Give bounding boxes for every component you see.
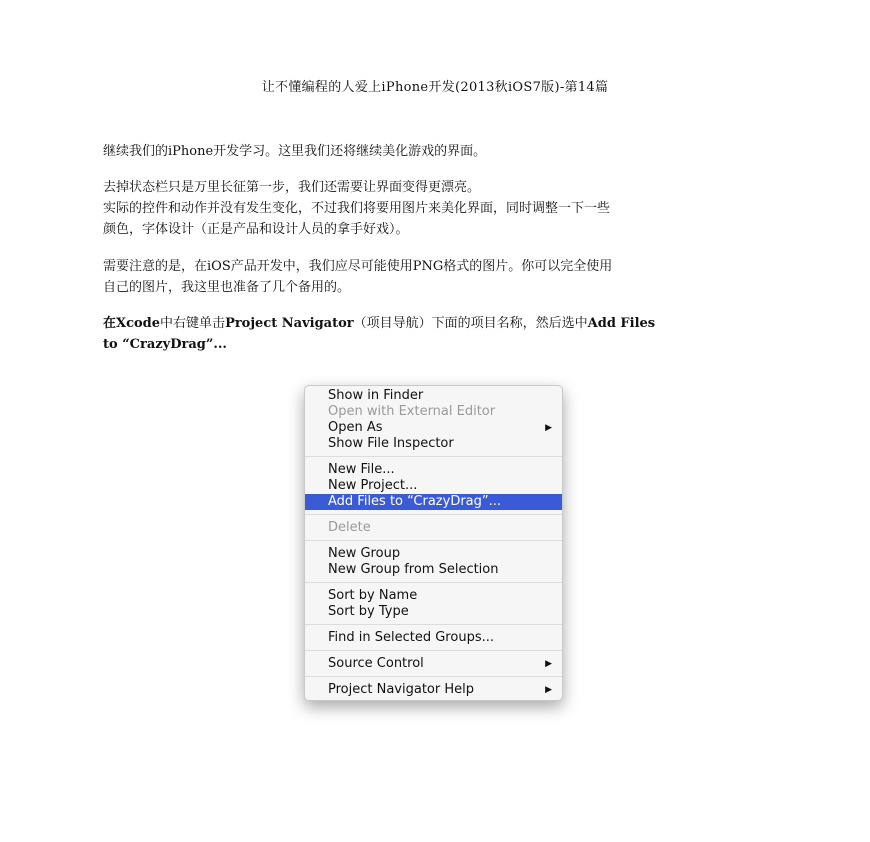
menu-item-sort-by-type[interactable] — [305, 604, 562, 620]
menu-item-label: Open with External Editor — [328, 404, 496, 419]
document-title: 让不懂编程的人爱上iPhone开发(2013秋iOS7版)-第14篇 — [261, 80, 609, 95]
text-segment: （项目导航）下面的项目名称，然后选中 — [353, 316, 588, 331]
menu-separator — [305, 582, 562, 583]
menu-item-label: New Group — [328, 546, 401, 561]
menu-item-delete — [305, 520, 562, 536]
text-segment: 在Xcode — [103, 316, 161, 331]
menu-item-find-in-selected-groups[interactable] — [305, 630, 562, 646]
menu-item-label: Find in Selected Groups... — [328, 630, 494, 645]
menu-item-label: Project Navigator Help — [328, 682, 474, 697]
text-segment: Add Files — [587, 316, 656, 331]
paragraph-line: 自己的图片，我这里也准备了几个备用的。 — [103, 280, 351, 295]
menu-item-label: Delete — [328, 520, 371, 535]
menu-item-label: New Group from Selection — [328, 562, 499, 577]
menu-item-show-file-inspector[interactable] — [305, 436, 562, 452]
menu-item-label: New Project... — [328, 478, 418, 493]
menu-item-source-control[interactable] — [305, 656, 562, 672]
menu-item-label: Add Files to “CrazyDrag”... — [328, 494, 502, 509]
menu-item-label: Sort by Type — [328, 604, 409, 619]
menu-item-label: New File... — [328, 462, 395, 477]
menu-item-label: Sort by Name — [328, 588, 418, 603]
menu-separator — [305, 676, 562, 677]
menu-item-project-navigator-help[interactable] — [305, 682, 562, 698]
paragraph-2 — [103, 177, 775, 240]
context-menu — [304, 385, 563, 701]
menu-separator — [305, 456, 562, 457]
paragraph-line: to “CrazyDrag”... — [103, 337, 227, 352]
menu-item-open-with-external-editor — [305, 404, 562, 420]
menu-separator — [305, 624, 562, 625]
menu-item-label: Open As — [328, 420, 383, 435]
menu-item-show-in-finder[interactable] — [305, 388, 562, 404]
menu-separator — [305, 514, 562, 515]
paragraph-line: 实际的控件和动作并没有发生变化，不过我们将要用图片来美化界面，同时调整一下一些 — [103, 201, 611, 216]
menu-item-sort-by-name[interactable] — [305, 588, 562, 604]
menu-item-new-project[interactable] — [305, 478, 562, 494]
menu-separator — [305, 540, 562, 541]
submenu-arrow-icon: ▶ — [545, 423, 552, 433]
paragraph-3 — [103, 256, 775, 298]
menu-separator — [305, 650, 562, 651]
menu-item-new-group[interactable] — [305, 546, 562, 562]
paragraph-line: 继续我们的iPhone开发学习。这里我们还将继续美化游戏的界面。 — [103, 144, 487, 159]
paragraph-line: 需要注意的是，在iOS产品开发中，我们应尽可能使用PNG格式的图片。你可以完全使用 — [103, 259, 613, 274]
paragraph-1 — [103, 141, 775, 162]
menu-item-add-files-to-crazydrag[interactable] — [305, 494, 562, 510]
menu-item-new-group-from-selection[interactable] — [305, 562, 562, 578]
submenu-arrow-icon: ▶ — [545, 659, 552, 669]
menu-item-open-as[interactable] — [305, 420, 562, 436]
text-segment: 中右键单击 — [160, 316, 226, 331]
menu-item-new-file[interactable] — [305, 462, 562, 478]
submenu-arrow-icon: ▶ — [545, 685, 552, 695]
paragraph-line: 颜色，字体设计（正是产品和设计人员的拿手好戏）。 — [103, 222, 409, 237]
menu-item-label: Show in Finder — [328, 388, 424, 403]
menu-item-label: Source Control — [328, 656, 424, 671]
paragraph-4 — [103, 313, 775, 355]
text-segment: Project Navigator — [225, 316, 354, 331]
menu-item-label: Show File Inspector — [328, 436, 454, 451]
paragraph-line: 去掉状态栏只是万里长征第一步，我们还需要让界面变得更漂亮。 — [103, 180, 481, 195]
paragraph-line — [103, 313, 775, 334]
